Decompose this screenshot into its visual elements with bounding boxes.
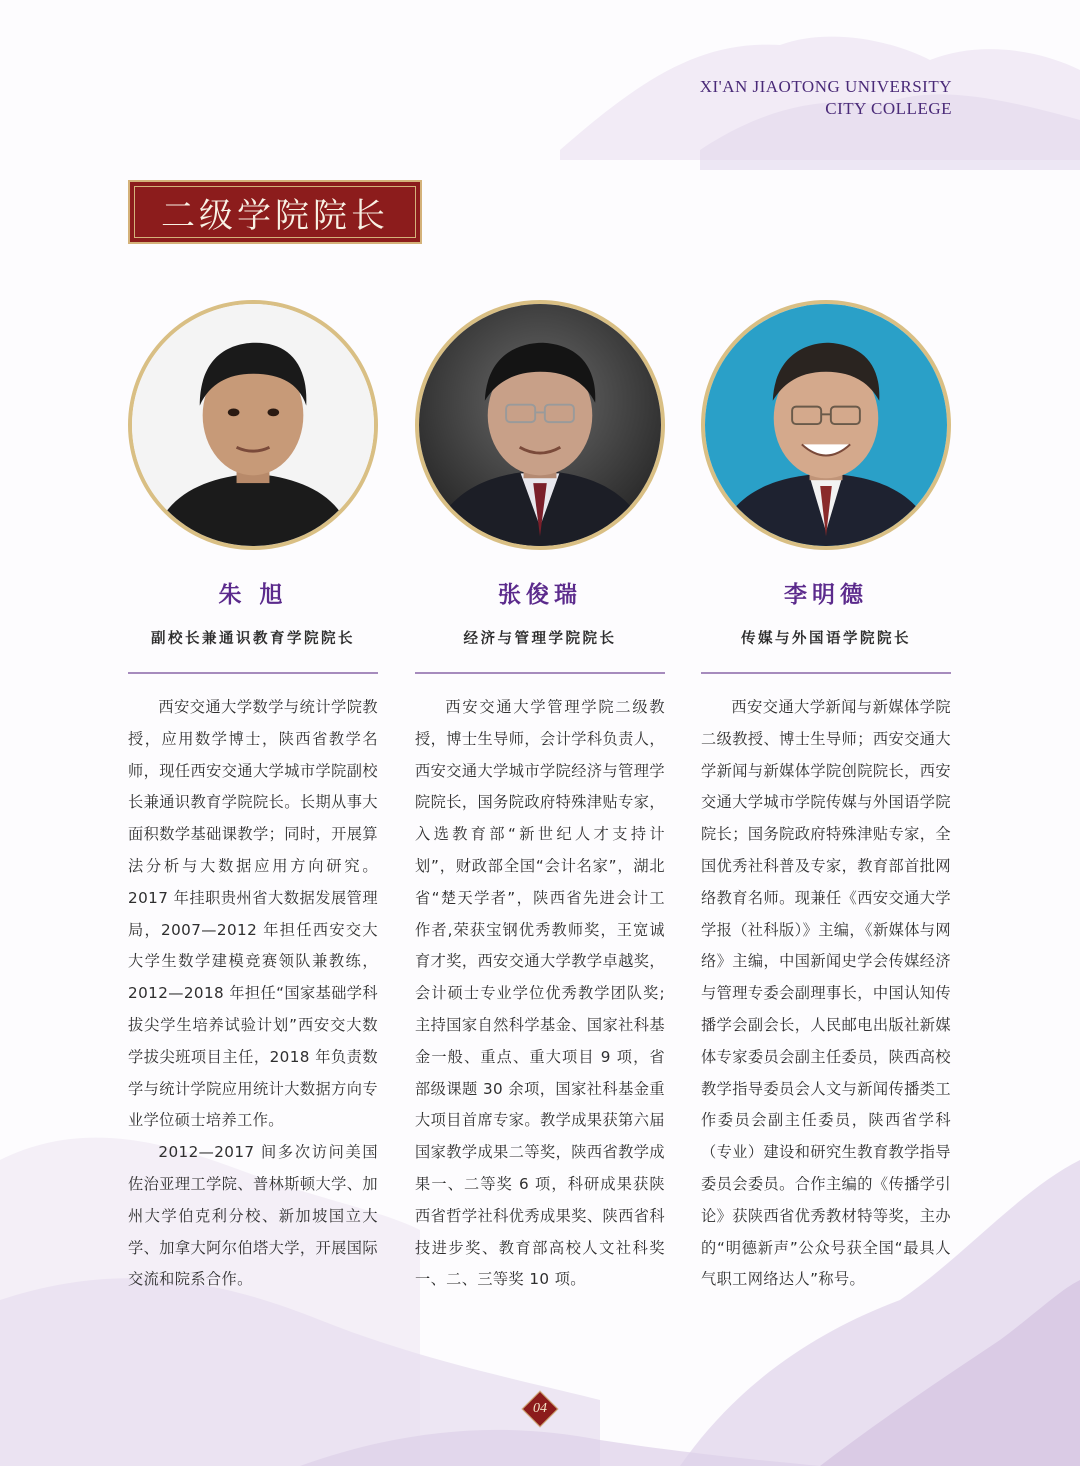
person-name: 朱 旭 xyxy=(218,582,288,608)
divider xyxy=(128,672,378,674)
header-line-1: XI'AN JIAOTONG UNIVERSITY xyxy=(699,77,952,96)
bio-paragraph: 西安交通大学新闻与新媒体学院二级教授、博士生导师；西安交通大学新闻与新媒体学院创院院长，西安交通大学城市学院传媒与外国语学院院长；国务院政府特殊津贴专家，全国优秀社科普及专家，教育部首批网络教育名师。现兼任《西安交通大学学报（社科版）》主编，《新媒体与网络》主编，中国新闻史学会传媒经济与管理专委会副理事长，中国认知传播学会副会长，人民邮电出版社新媒体专家委员会副主任委员，陕西高校教学指导委员会人文与新闻传播类工作委员会副主任委员，陕西省学科（专业）建设和研究生教育教学指导委员会委员。合作主编的《传播学引论》获陕西省优秀教材特等奖，主办的“明德新声”公众号获全国“最具人气职工网络达人”称号。 xyxy=(701,698,951,1289)
page-number: 04 xyxy=(533,1401,547,1416)
university-header xyxy=(700,76,952,120)
portrait-photo xyxy=(701,300,951,550)
person-name: 李明德 xyxy=(784,582,868,608)
header-line-2: CITY COLLEGE xyxy=(825,99,952,118)
person-bio xyxy=(415,692,665,1296)
person-name: 张俊瑞 xyxy=(498,582,582,608)
person-role: 经济与管理学院院长 xyxy=(463,631,617,647)
person-bio xyxy=(701,692,951,1296)
person-card xyxy=(415,300,665,1296)
portrait-photo xyxy=(128,300,378,550)
bio-paragraph: 西安交通大学数学与统计学院教授，应用数学博士，陕西省教学名师，现任西安交通大学城市学院副校长兼通识教育学院院长。长期从事大面积数学基础课教学；同时，开展算法分析与大数据应用方向研究。2017 年挂职贵州省大数据发展管理局，2007—2012 年担任西安交大大学生数学建模竞赛领队兼教练，2012—2018 年担任“国家基础学科拔尖学生培养试验计划”西安交大数学拔尖班项目主任，2018 年负责数学与统计学院应用统计大数据方向专业学位硕士培养工作。 xyxy=(128,698,378,1130)
bio-paragraph: 西安交通大学管理学院二级教授，博士生导师，会计学科负责人，西安交通大学城市学院经济与管理学院院长，国务院政府特殊津贴专家，入选教育部“新世纪人才支持计划”，财政部全国“会计名家”，湖北省“楚天学者”，陕西省先进会计工作者,荣获宝钢优秀教师奖，王宽诚育才奖，西安交通大学教学卓越奖，会计硕士专业学位优秀教学团队奖; 主持国家自然科学基金、国家社科基金一般、重点、重大项目 9 项，省部级课题 30 余项，国家社科基金重大项目首席专家。教学成果获第六届国家教学成果二等奖，陕西省教学成果一、二等奖 6 项，科研成果获陕西省哲学社科优秀成果奖、陕西省科技进步奖、教育部高校人文社科奖一、二、三等奖 10 项。 xyxy=(415,698,665,1289)
portrait-image xyxy=(419,304,661,546)
person-bio xyxy=(128,692,378,1296)
section-title-banner xyxy=(128,180,422,244)
divider xyxy=(701,672,951,674)
portrait-photo xyxy=(415,300,665,550)
portrait-image xyxy=(132,304,374,546)
person-card xyxy=(128,300,378,1296)
page-number-badge xyxy=(523,1392,557,1426)
person-card xyxy=(701,300,951,1296)
person-role: 传媒与外国语学院院长 xyxy=(741,631,911,647)
bio-paragraph: 2012—2017 间多次访问美国佐治亚理工学院、普林斯顿大学、加州大学伯克利分校、新加坡国立大学、加拿大阿尔伯塔大学，开展国际交流和院系合作。 xyxy=(128,1143,378,1289)
portrait-image xyxy=(705,304,947,546)
divider xyxy=(415,672,665,674)
person-role: 副校长兼通识教育学院院长 xyxy=(151,631,355,647)
section-title: 二级学院院长 xyxy=(161,195,389,236)
